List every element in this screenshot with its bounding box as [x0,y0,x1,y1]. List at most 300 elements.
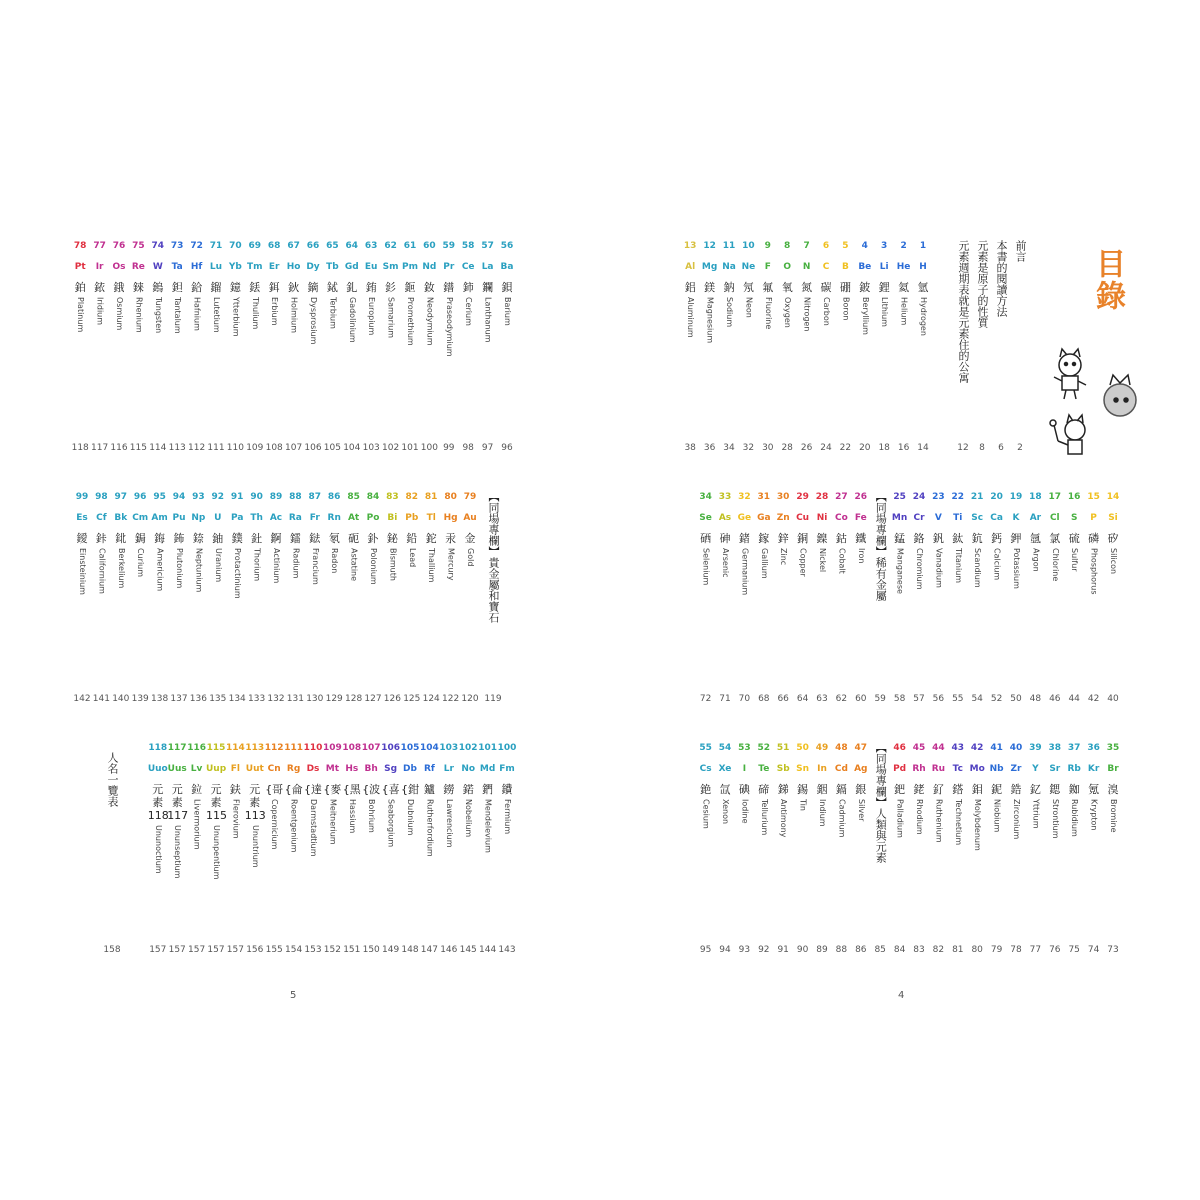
atomic-number: 18 [1029,492,1042,502]
element-chinese-name: 鑪 [423,783,435,796]
element-symbol: Ta [171,262,183,272]
element-symbol: Zr [1010,764,1022,774]
page-number: 157 [207,945,225,955]
page-number: 126 [383,694,401,704]
element-entry[interactable] [225,742,245,839]
element-symbol: Bk [114,513,128,523]
element-english-name: Francium [310,548,320,585]
element-entry[interactable] [987,491,1007,580]
atomic-number: 115 [206,743,226,753]
page-number: 147 [420,945,438,955]
feature-column-entry[interactable] [483,491,503,623]
intro-entry[interactable] [953,240,973,383]
element-entry[interactable] [680,240,700,338]
element-chinese-name: 元素 117 [167,783,189,822]
element-english-name: Meitnerium [328,799,338,845]
element-entry[interactable] [478,742,498,853]
element-entry[interactable] [400,240,420,346]
element-entry[interactable] [245,742,265,868]
element-entry[interactable] [91,491,111,594]
element-symbol: Nb [989,764,1004,774]
element-english-name: Cesium [701,799,711,829]
page-number: 55 [952,694,964,704]
page-number: 153 [304,945,322,955]
element-entry[interactable] [227,491,247,599]
element-english-name: Chromium [915,548,924,590]
element-english-name: Dubnium [406,799,415,836]
element-entry[interactable] [696,742,716,829]
feature-column-entry[interactable] [870,491,890,601]
element-symbol: Pa [230,513,244,523]
element-entry[interactable] [1025,491,1045,572]
element-chinese-name: 溴 [1107,783,1119,796]
element-entry[interactable] [738,240,758,318]
element-entry[interactable] [305,491,325,585]
page-number: 122 [442,694,460,704]
element-entry[interactable] [187,240,207,331]
atomic-number: 34 [699,492,712,502]
element-entry[interactable] [497,240,517,326]
element-entry[interactable] [266,491,286,583]
element-entry[interactable] [874,240,894,327]
element-entry[interactable] [70,240,90,332]
element-entry[interactable] [400,742,420,835]
element-entry[interactable] [303,742,323,857]
atomic-number: 33 [718,492,732,502]
element-entry[interactable] [342,240,362,343]
element-symbol: Bh [364,764,378,774]
element-entry[interactable] [208,491,228,582]
element-chinese-name: 鎂 [704,281,716,294]
element-entry[interactable] [754,491,774,579]
element-entry[interactable] [148,742,168,874]
element-entry[interactable] [1025,742,1045,829]
element-entry[interactable] [264,240,284,326]
element-entry[interactable] [734,491,754,595]
page-number: 6 [998,443,1004,453]
element-english-name: Gold [466,548,475,567]
element-chinese-name: {達 [304,783,322,796]
element-english-name: Thallium [427,548,437,583]
element-entry[interactable] [1006,491,1026,589]
page-folio-right-text: 4 [898,990,905,1001]
element-entry[interactable] [835,240,855,320]
element-symbol: As [718,513,732,523]
atomic-number: 63 [364,241,378,251]
element-entry[interactable] [1103,742,1123,833]
element-entry[interactable] [419,240,439,346]
page-number: 115 [129,443,147,453]
element-chinese-name: 鉿 [191,281,203,294]
element-entry[interactable] [1045,742,1065,839]
element-entry[interactable] [1103,491,1123,574]
page-number: 57 [913,694,925,704]
element-english-name: Arsenic [721,548,730,578]
element-entry[interactable] [812,491,832,572]
feature-column-entry[interactable] [870,742,890,863]
element-symbol: Ni [816,513,828,523]
element-chinese-name: {鉗 [401,783,419,796]
page-number: 46 [1049,694,1061,704]
element-entry[interactable] [322,742,342,845]
element-english-name: Promethium [406,297,415,346]
element-chinese-name: 元素 118 [147,783,169,822]
page-number: 158 [103,945,121,955]
atomic-number: 46 [893,743,906,753]
atomic-number: 67 [287,241,300,251]
element-entry[interactable] [439,240,459,357]
element-entry[interactable] [460,491,480,566]
atomic-number: 113 [245,743,265,753]
page-number: 89 [816,945,828,955]
element-english-name: Bromine [1109,799,1118,833]
element-entry[interactable] [225,240,245,337]
atomic-number: 92 [211,492,225,502]
atomic-number: 65 [326,241,339,251]
element-entry[interactable] [324,491,344,573]
element-entry[interactable] [284,240,304,333]
atomic-number: 1 [919,241,927,251]
page-number: 105 [323,443,341,453]
element-entry[interactable] [148,240,168,333]
element-entry[interactable] [894,240,914,325]
element-entry[interactable] [206,742,226,879]
element-entry[interactable] [715,742,735,824]
feature-column-entry[interactable] [102,752,122,807]
page-number: 74 [1087,945,1100,955]
element-chinese-name: 磷 [1088,532,1100,545]
element-entry[interactable] [421,491,441,582]
atomic-number: 44 [932,743,945,753]
element-entry[interactable] [361,240,381,335]
element-english-name: Tungsten [153,297,163,334]
atomic-number: 81 [424,492,438,502]
element-symbol: Ds [306,764,320,774]
element-english-name: Actinium [272,548,281,584]
page-number: 38 [684,443,696,453]
element-entry[interactable] [72,491,92,595]
element-chinese-name: 鈀 [894,783,906,796]
element-entry[interactable] [439,742,459,848]
element-english-name: Vanadium [934,548,944,588]
element-entry[interactable] [402,491,422,567]
page-number: 86 [855,945,867,955]
element-english-name: Sulfur [1070,548,1080,572]
element-entry[interactable] [719,240,739,327]
element-entry[interactable] [458,742,478,837]
element-entry[interactable] [441,491,461,580]
page-number: 149 [382,945,400,955]
atomic-number: 56 [500,241,514,251]
element-entry[interactable] [793,491,813,577]
page-number: 73 [1107,945,1119,955]
element-entry[interactable] [90,240,110,325]
element-english-name: Selenium [701,548,711,586]
element-english-name: Palladium [895,799,905,838]
element-entry[interactable] [382,491,402,581]
element-entry[interactable] [150,491,170,591]
element-chinese-name: 鉲 [95,532,107,545]
element-english-name: Niobium [992,799,1002,833]
element-english-name: Krypton [1089,799,1099,831]
element-entry[interactable] [715,491,735,578]
atomic-number: 58 [461,241,475,251]
element-entry[interactable] [777,240,797,328]
page-number: 146 [440,945,458,955]
atomic-number: 12 [703,241,716,251]
element-symbol: Co [834,513,848,523]
element-entry[interactable] [909,742,929,835]
element-entry[interactable] [130,491,150,577]
element-entry[interactable] [381,240,401,338]
element-entry[interactable] [816,240,836,326]
element-entry[interactable] [700,240,720,343]
element-symbol: Te [758,764,770,774]
intro-entry[interactable] [991,240,1011,317]
element-entry[interactable] [322,240,342,329]
element-chinese-name: 釔 [1029,783,1041,796]
atomic-number: 88 [289,492,302,502]
page-number: 30 [762,443,774,453]
atomic-number: 72 [190,241,203,251]
element-entry[interactable] [285,491,305,578]
element-entry[interactable] [245,240,265,329]
element-entry[interactable] [169,491,189,588]
element-english-name: Antimony [779,799,789,838]
page-number: 157 [188,945,206,955]
atomic-number: 68 [267,241,281,251]
element-entry[interactable] [851,491,871,563]
element-chinese-name: 釩 [932,532,944,545]
element-chinese-name: 碘 [738,783,750,796]
element-symbol: Ga [757,513,771,523]
element-entry[interactable] [734,742,754,824]
page-number: 36 [703,443,716,453]
element-symbol: Cs [699,764,712,774]
element-entry[interactable] [851,742,871,821]
element-chinese-name: 鎝 [952,783,964,796]
element-entry[interactable] [361,742,381,833]
page-number: 125 [403,694,421,704]
page-number: 83 [913,945,925,955]
element-symbol: Zn [776,513,790,523]
element-entry[interactable] [758,240,778,329]
element-entry[interactable] [754,742,774,835]
page-number: 59 [874,694,886,704]
element-chinese-name: {黑 [342,783,361,796]
element-chinese-name: 鈷 [835,532,847,545]
page-number: 116 [110,443,128,453]
atomic-number: 93 [192,492,205,502]
element-symbol: H [919,262,927,272]
element-chinese-name: 鑭 [482,281,494,294]
element-entry[interactable] [967,742,987,851]
atomic-number: 39 [1029,743,1042,753]
element-english-name: Hassium [347,799,357,834]
page-number: 88 [835,945,848,955]
element-symbol: Mn [891,513,908,523]
element-entry[interactable] [1084,491,1104,595]
element-symbol: Th [250,513,263,523]
element-english-name: Helium [899,297,909,326]
element-entry[interactable] [284,742,304,852]
atomic-number: 51 [776,743,790,753]
element-chinese-name: 鍶 [1049,783,1061,796]
page-number: 72 [699,694,712,704]
element-symbol: Tl [426,513,436,523]
cat-illustration [1040,345,1160,465]
page-number: 96 [501,443,513,453]
element-entry[interactable] [1045,491,1065,581]
element-entry[interactable] [913,240,933,336]
element-entry[interactable] [167,742,187,878]
element-symbol: Cd [834,764,848,774]
element-entry[interactable] [928,491,948,588]
atomic-number: 99 [75,492,89,502]
element-symbol: La [481,262,494,272]
intro-entry[interactable] [1010,240,1030,262]
page-number: 107 [285,443,303,453]
element-chinese-name: 碳 [820,281,832,294]
element-english-name: Lutetium [212,297,221,333]
element-symbol: Sn [796,764,810,774]
element-symbol: Kr [1087,764,1100,774]
element-entry[interactable] [264,742,284,849]
element-english-name: Mercury [446,548,456,581]
element-entry[interactable] [167,240,187,334]
element-entry[interactable] [247,491,267,581]
page-number: 52 [990,694,1003,704]
element-symbol: Lv [190,764,203,774]
element-chinese-name: 鐒 [443,783,455,796]
element-english-name: Zirconium [1012,799,1021,840]
atomic-number: 10 [742,241,755,251]
element-entry[interactable] [890,491,910,594]
element-entry[interactable] [773,491,793,565]
element-entry[interactable] [1064,742,1084,837]
element-entry[interactable] [187,742,207,850]
element-english-name: Thulium [250,297,260,330]
atomic-number: 112 [264,743,284,753]
element-english-name: Praseodymium [444,297,454,357]
atomic-number: 36 [1087,743,1100,753]
element-entry[interactable] [831,742,851,837]
element-entry[interactable] [381,742,401,847]
element-english-name: Tantalum [173,297,183,334]
page-number: 68 [758,694,770,704]
element-entry[interactable] [948,742,968,845]
atomic-number: 104 [419,743,439,753]
element-entry[interactable] [363,491,383,585]
element-chinese-name: 砷 [719,532,731,545]
page-number: 103 [362,443,380,453]
element-chinese-name: 銫 [700,783,712,796]
atomic-number: 64 [345,241,359,251]
element-entry[interactable] [342,742,362,833]
element-chinese-name: 金 [464,532,476,545]
element-symbol: Hs [345,764,359,774]
element-entry[interactable] [128,240,148,333]
page-number: 157 [149,945,167,955]
atomic-number: 73 [170,241,184,251]
element-chinese-name: 氙 [719,783,731,796]
element-chinese-name: 鉝 [191,783,203,796]
element-entry[interactable] [948,491,968,583]
element-english-name: Argon [1031,548,1041,572]
element-english-name: Rubidium [1070,799,1080,837]
element-symbol: Ag [854,764,868,774]
element-chinese-name: 鍅 [309,532,321,545]
element-entry[interactable] [344,491,364,581]
atomic-number: 109 [322,743,342,753]
element-entry[interactable] [188,491,208,592]
element-english-name: Nitrogen [802,297,812,332]
element-symbol: Eu [364,262,378,272]
page-number: 133 [248,694,266,704]
element-entry[interactable] [458,240,478,326]
element-english-name: Cerium [464,297,474,326]
element-entry[interactable] [855,240,875,335]
element-symbol: Fr [309,513,320,523]
atomic-number: 30 [776,492,790,502]
element-english-name: Hafnium [192,297,202,331]
element-entry[interactable] [1084,742,1104,830]
element-entry[interactable] [793,742,813,811]
element-entry[interactable] [812,742,832,827]
atomic-number: 49 [815,743,829,753]
element-english-name: Terbium [328,297,338,329]
element-chinese-name: 鎘 [835,783,847,796]
element-entry[interactable] [419,742,439,857]
atomic-number: 97 [114,492,128,502]
element-entry[interactable] [1064,491,1084,572]
element-entry[interactable] [303,240,323,344]
element-chinese-name: 鐠 [443,281,455,294]
element-entry[interactable] [831,491,851,574]
element-entry[interactable] [497,742,517,834]
element-entry[interactable] [109,240,129,330]
element-entry[interactable] [478,240,498,342]
element-entry[interactable] [773,742,793,837]
intro-entry[interactable] [972,240,992,328]
element-english-name: Potassium [1012,548,1021,589]
element-english-name: Copernicium [270,799,280,850]
page-number: 94 [719,945,731,955]
atomic-number: 75 [132,241,145,251]
element-entry[interactable] [928,742,948,843]
element-entry[interactable] [967,491,987,588]
atomic-number: 116 [187,743,206,753]
element-english-name: Ytterbium [231,297,241,337]
element-entry[interactable] [797,240,817,331]
element-entry[interactable] [696,491,716,585]
element-entry[interactable] [1006,742,1026,839]
page-number: 85 [874,945,886,955]
element-symbol: Sg [384,764,398,774]
element-entry[interactable] [987,742,1007,832]
element-english-name: Europium [367,297,377,336]
element-english-name: Neptunium [194,548,204,593]
element-chinese-name: 鉳 [115,532,127,545]
element-chinese-name: 釙 [367,532,379,545]
page-number: 78 [1010,945,1022,955]
element-symbol: Es [76,513,88,523]
element-entry[interactable] [111,491,131,588]
element-entry[interactable] [909,491,929,590]
element-entry[interactable] [206,240,226,333]
element-entry[interactable] [890,742,910,838]
page-number: 144 [479,945,497,955]
